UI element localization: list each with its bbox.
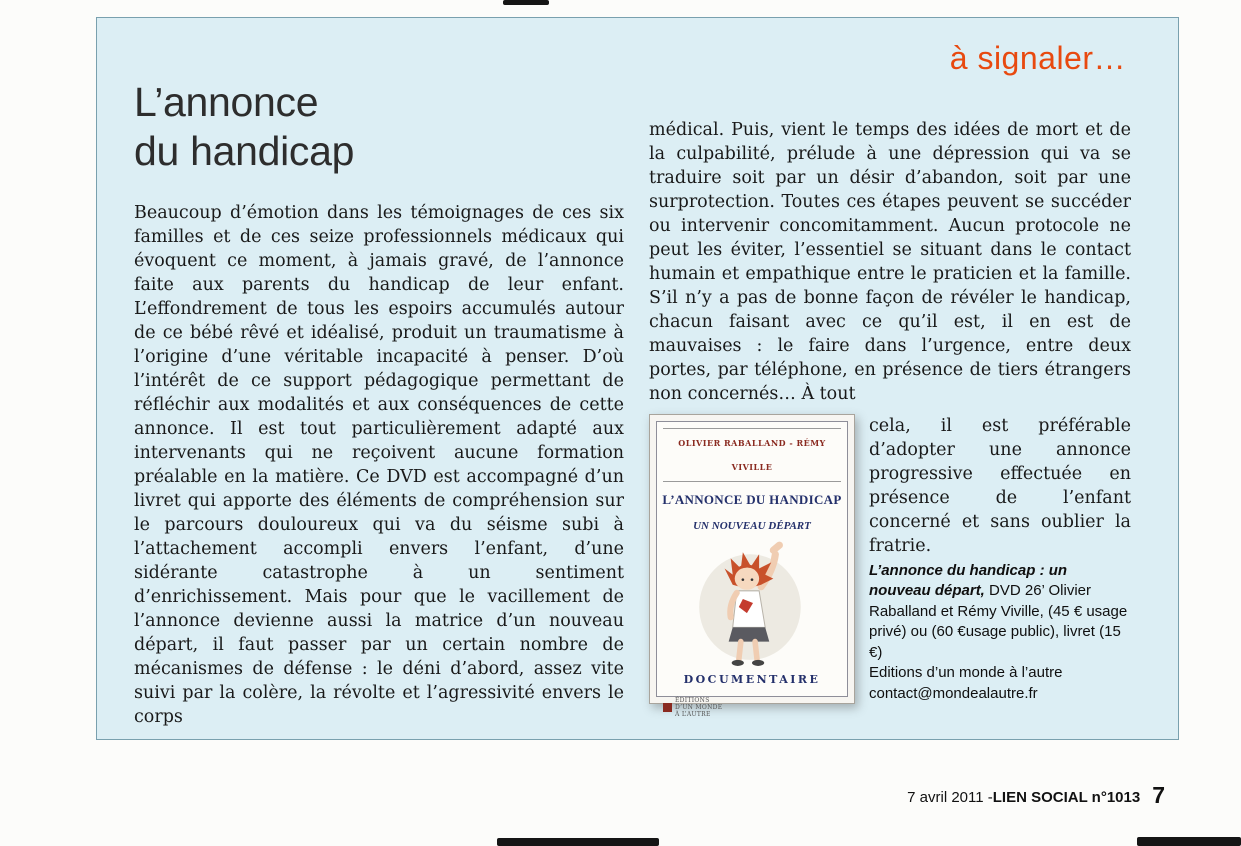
dvd-genre: DOCUMENTAIRE (683, 673, 821, 686)
article-title-line2: du handicap (134, 128, 355, 174)
scan-artifact (497, 838, 659, 846)
image-text-row (649, 414, 1131, 718)
scan-artifact (503, 0, 549, 5)
publisher-line: À L’AUTRE (675, 711, 711, 718)
caption-title: L’annonce du handicap : un nouveau départ, (869, 561, 1068, 599)
caption-publisher: Editions d’un monde à l’autre (869, 664, 1063, 681)
dvd-cover (649, 414, 855, 718)
footer-page-number: 7 (1152, 782, 1165, 808)
section-label: à signaler… (949, 40, 1126, 76)
dvd-publisher (663, 697, 722, 718)
footer-journal-title: LIEN SOCIAL n°1013 (992, 789, 1141, 806)
article-title-line1: L’annonce (134, 79, 319, 125)
publisher-line: ÉDITIONS (675, 697, 710, 704)
dvd-title: L’ANNONCE DU HANDICAP (662, 492, 842, 507)
article-paragraph: Beaucoup d’émotion dans les témoignages de ces six familles et de ces seize professionnels médicaux qui évoquent ce moment, à jamais gravé, de l’annonce faite aux parents du handicap de leur enfant. L’effondrement de tous les espoirs accumulés autour de ce bébé rêvé et idéalisé, produit un traumatisme à l’origine d’une véritable incapacité à penser. D’où l’intérêt de ce support pédagogique permettant de réfléchir aux modalités et aux conséquences de cette annonce. Il est tout particulièrement adapté aux intervenants qui ne reçoivent aucune formation préalable en la matière. Ce DVD est accompagné d’un livret qui apporte des éléments de compréhension sur le parcours douloureux qui va du séisme subi à l’attachement accompli envers l’enfant, d’une sidérante catastrophe à un sentiment d’enrichissement. Mais pour que le vacillement de l’annonce devienne aussi la matrice d’un nouveau départ, il faut passer par un certain nombre de mécanismes de défense : le déni d’abord, assez vite suivi par la colère, la révolte et l’agressivité envers le corps (134, 203, 624, 727)
article-title (134, 78, 354, 176)
girl-illustration (686, 538, 818, 668)
article-paragraph-continued: cela, il est préférable d’adopter une annonce progressive effectuée en présence de l’enfant concerné et sans oublier la fratrie. (869, 416, 1131, 556)
scan-artifact (1137, 837, 1241, 846)
publisher-line: D’UN MONDE (675, 704, 723, 711)
article-panel (96, 17, 1179, 740)
caption-credits: DVD 26’ Olivier Raballand et Rémy Viville, (45 € usage privé) ou (60 €usage public), livret (15 €) (869, 582, 1128, 661)
publisher-name (675, 697, 722, 718)
dvd-cover-illustration (686, 538, 818, 668)
article-paragraph: médical. Puis, vient le temps des idées de mort et de la culpabilité, prélude à une dépression qui va se traduire soit par un désir d’abandon, soit par une surprotection. Toutes ces étapes peuvent se succéder ou intervenir concomitamment. Aucun protocole ne peut les éviter, l’essentiel se situant dans le contact humain et empathique entre le praticien et la famille. S’il n’y a pas de bonne façon de révéler le handicap, chacun faisant avec ce qu’il est, il en est de mauvaises : le faire dans l’urgence, entre deux portes, par téléphone, en présence de tiers étrangers non concernés… À tout (649, 120, 1131, 404)
article-column-right (649, 118, 1131, 718)
article-column-left (134, 201, 624, 729)
dvd-authors: OLIVIER RABALLAND - RÉMY VIVILLE (663, 428, 841, 482)
dvd-caption (869, 561, 1131, 705)
dvd-subtitle: UN NOUVEAU DÉPART (693, 520, 811, 532)
footer-date: 7 avril 2011 - (907, 789, 993, 806)
caption-contact-email: contact@mondealautre.fr (869, 684, 1038, 702)
publisher-logo-icon (663, 703, 672, 712)
text-beside-image (869, 414, 1131, 704)
dvd-cover-inner (656, 421, 848, 718)
page-footer (907, 781, 1165, 808)
